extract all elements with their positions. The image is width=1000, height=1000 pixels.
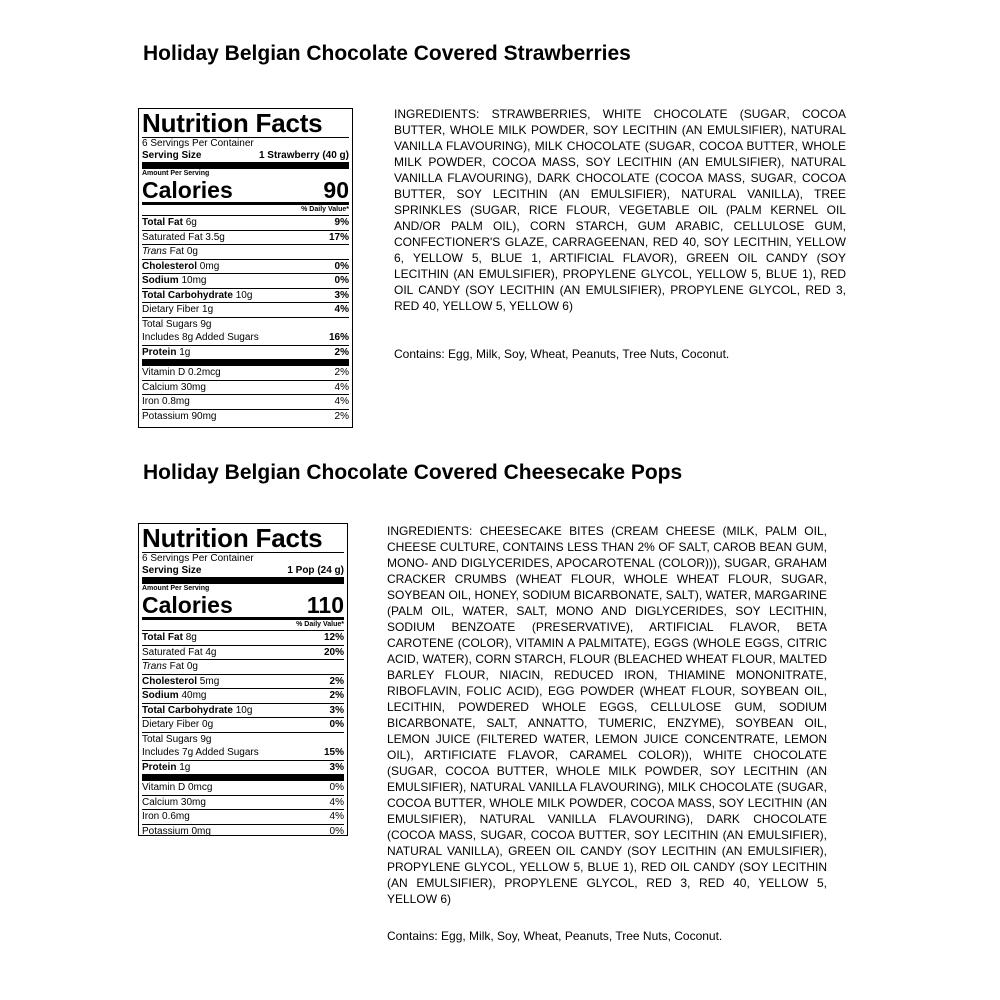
protein-pct: 3% — [329, 761, 344, 773]
carb-pct: 3% — [329, 704, 344, 716]
nutrient-row — [142, 660, 344, 675]
nutrient-row — [142, 646, 344, 661]
cholesterol-amount: 5mg — [199, 675, 220, 687]
nutrient-row — [142, 303, 349, 318]
cholesterol-label: Cholesterol — [142, 260, 198, 272]
fiber-pct: 0% — [329, 719, 344, 731]
calcium: Calcium 30mg — [142, 381, 206, 393]
sodium-amount: 40mg — [181, 690, 207, 702]
carb-label: Total Carbohydrate — [142, 289, 233, 301]
amount-per-serving: Amount Per Serving — [142, 170, 210, 177]
trans-fat-label: Trans — [142, 246, 167, 258]
sodium-pct: 2% — [329, 690, 344, 702]
sat-fat-label: Saturated Fat 4g — [142, 646, 217, 658]
added-sugars-pct: 15% — [323, 747, 344, 759]
potassium: Potassium 0mg — [142, 825, 211, 837]
cholesterol-label: Cholesterol — [142, 675, 198, 687]
nutrient-row — [142, 245, 349, 260]
protein-label: Protein — [142, 346, 177, 358]
iron-pct: 4% — [329, 811, 344, 823]
serving-size-row — [142, 150, 349, 170]
vitamin-row — [142, 366, 349, 381]
potassium-pct: 0% — [329, 825, 344, 837]
nutrient-row — [142, 761, 344, 782]
nutrient-row — [142, 689, 344, 704]
vitamin-row — [142, 825, 344, 839]
calories-row — [142, 178, 349, 205]
protein-label: Protein — [142, 761, 177, 773]
amount-per-serving: Amount Per Serving — [142, 585, 210, 592]
fiber-pct: 4% — [334, 304, 349, 316]
serving-size-label: Serving Size — [142, 564, 202, 576]
calories-value: 90 — [323, 177, 349, 204]
vitamin-row — [142, 381, 349, 396]
carb-amount: 10g — [235, 704, 253, 716]
ingredients-text: INGREDIENTS: STRAWBERRIES, WHITE CHOCOLATE (SUGAR, COCOA BUTTER, WHOLE MILK POWDER, SOY LECITHIN (AN EMULSIFIER), NATURAL VANILLA FLAVOURING), MILK CHOCOLATE (SUGAR, COCOA BUTTER, WHOLE MILK POWDER, COCOA MASS, SOY LECITHIN (AN EMULSIFIER), NATURAL VANILLA FLAVOURING), DARK CHOCOLATE (COCOA MASS, SUGAR, COCOA BUTTER, SOY LECITHIN (AN EMULSIFIER), NATURAL VANILLA), TREE SPRINKLES (SUGAR, RICE FLOUR, VEGETABLE OIL (PALM KERNEL OIL AND/OR PALM OIL), CORN STARCH, GUM ARABIC, CELLULOSE GUM, CONFECTIONER'S GLAZE, CARRAGEENAN, RED 40, SOY LECITHIN, YELLOW 6, YELLOW 5, BLUE 1, ARTIFICIAL FLAVOR), GREEN OIL CANDY (SOY LECITHIN (AN EMULSIFIER), PROPYLENE GLYCOL, YELLOW 5, BLUE 1), RED OIL CANDY (SOY LECITHIN (AN EMULSIFIER), PROPYLENE GLYCOL, RED 3, RED 40, YELLOW 5, YELLOW 6) — [394, 107, 846, 313]
trans-fat-amount: Fat 0g — [169, 661, 198, 673]
calcium: Calcium 30mg — [142, 796, 206, 808]
serving-size-row — [142, 565, 344, 585]
nutrient-row — [142, 274, 349, 289]
nutrition-facts-panel — [138, 108, 353, 428]
sugars-label: Total Sugars 9g — [142, 733, 212, 745]
nutrient-row — [142, 675, 344, 690]
total-fat-label: Total Fat — [142, 217, 183, 229]
nutrient-row — [142, 216, 349, 231]
fiber-label: Dietary Fiber 0g — [142, 719, 214, 731]
vitamin-row — [142, 810, 344, 825]
nutrient-row — [142, 331, 349, 346]
protein-amount: 1g — [179, 346, 191, 358]
nutrient-row — [142, 346, 349, 367]
total-fat-label: Total Fat — [142, 632, 183, 644]
ingredients-text: INGREDIENTS: CHEESECAKE BITES (CREAM CHEESE (MILK, PALM OIL, CHEESE CULTURE, CONTAINS LESS THAN 2% OF SALT, CAROB BEAN GUM, MONO- AND DIGLYCERIDES, APOCAROTENAL (COLOR))), SUGAR, GRAHAM CRACKER CRUMBS (WHEAT FLOUR, WHOLE WHEAT FLOUR, SUGAR, SOYBEAN OIL, HONEY, SODIUM BICARBONATE, SALT), WATER, MARGARINE (PALM OIL, WATER, SALT, MONO AND DIGLYCERIDES, SOY LECITHIN, SODIUM BENZOATE (PRESERVATIVE), ARTIFICIAL FLAVOR, BETA CAROTENE (COLOR), VITAMIN A PALMITATE), EGGS (WHOLE EGGS, CITRIC ACID, WATER), CORN STARCH, FLOUR (BLEACHED WHEAT FLOUR, MALTED BARLEY FLOUR, NIACIN, REDUCED IRON, THIAMINE MONONITRATE, RIBOFLAVIN, FOLIC ACID), EGG POWDER (WHEAT FLOUR, SOYBEAN OIL, LECITHIN, POWDERED WHOLE EGGS, CELLULOSE GUM, SODIUM BICARBONATE, SALT, ANNATTO, TUMERIC, ENZYME), SOYBEAN OIL, LEMON JUICE (FILTERED WATER, LEMON JUICE CONCENTRATE, LEMON OIL), ARTIFICIATE FLAVOR, CARAMEL COLOR)), WHITE CHOCOLATE (SUGAR, COCOA BUTTER, WHOLE MILK POWDER, SOY LECITHIN (AN EMULSIFIER), NATURAL VANILLA FLAVOURING), MILK CHOCOLATE (SUGAR, COCOA BUTTER, WHOLE MILK POWDER, COCOA MASS, SOY LECITHIN (AN EMULSIFIER), NATURAL VANILLA FLAVOURING), DARK CHOCOLATE (COCOA MASS, SUGAR, COCOA BUTTER, SOY LECITHIN (AN EMULSIFIER), NATURAL VANILLA), GREEN OIL CANDY (SOY LECITHIN (AN EMULSIFIER), PROPYLENE GLYCOL, YELLOW 5, BLUE 1), RED OIL CANDY (SOY LECITHIN (AN EMULSIFIER), PROPYLENE GLYCOL, RED 3, RED 40, YELLOW 5, YELLOW 6) — [387, 524, 827, 906]
iron: Iron 0.8mg — [142, 396, 190, 408]
cholesterol-pct: 2% — [329, 675, 344, 687]
sat-fat-pct: 17% — [328, 231, 349, 243]
calcium-pct: 4% — [334, 381, 349, 393]
sodium-pct: 0% — [334, 275, 349, 287]
nutrition-facts-heading: Nutrition Facts — [142, 525, 344, 553]
added-sugars-label: Includes 7g Added Sugars — [142, 747, 259, 759]
vitamin-d: Vitamin D 0.2mcg — [142, 367, 221, 379]
vitamin-row — [142, 781, 344, 796]
vitamin-row — [142, 395, 349, 410]
fiber-label: Dietary Fiber 1g — [142, 304, 214, 316]
sat-fat-label: Saturated Fat 3.5g — [142, 231, 225, 243]
potassium-pct: 2% — [334, 410, 349, 422]
calcium-pct: 4% — [329, 796, 344, 808]
nutrition-facts-heading: Nutrition Facts — [142, 110, 349, 138]
carb-pct: 3% — [334, 289, 349, 301]
nutrient-row — [142, 231, 349, 246]
calories-label: Calories — [142, 177, 233, 204]
serving-size-value: 1 Strawberry (40 g) — [258, 149, 349, 161]
sugars-label: Total Sugars 9g — [142, 318, 212, 330]
nutrient-row — [142, 704, 344, 719]
vitamin-d-pct: 2% — [334, 367, 349, 379]
calories-row — [142, 593, 344, 620]
product-title: Holiday Belgian Chocolate Covered Cheesecake Pops — [143, 461, 683, 484]
servings-per-container: 6 Servings Per Container — [142, 553, 254, 564]
protein-amount: 1g — [179, 761, 191, 773]
nutrient-row — [142, 746, 344, 761]
cholesterol-pct: 0% — [334, 260, 349, 272]
carb-label: Total Carbohydrate — [142, 704, 233, 716]
total-fat-amount: 8g — [185, 632, 197, 644]
daily-value-header: % Daily Value* — [142, 205, 349, 216]
servings-per-container: 6 Servings Per Container — [142, 138, 254, 149]
sodium-label: Sodium — [142, 690, 179, 702]
trans-fat-label: Trans — [142, 661, 167, 673]
serving-size-label: Serving Size — [142, 149, 202, 161]
daily-value-header: % Daily Value* — [142, 620, 344, 631]
nutrient-row — [142, 260, 349, 275]
added-sugars-label: Includes 8g Added Sugars — [142, 332, 259, 344]
total-fat-pct: 12% — [323, 632, 344, 644]
cholesterol-amount: 0mg — [199, 260, 220, 272]
carb-amount: 10g — [235, 289, 253, 301]
nutrient-row — [142, 318, 349, 332]
iron-pct: 4% — [334, 396, 349, 408]
protein-pct: 2% — [334, 346, 349, 358]
serving-size-value: 1 Pop (24 g) — [287, 564, 344, 576]
trans-fat-amount: Fat 0g — [169, 246, 198, 258]
nutrition-facts-panel — [138, 523, 348, 836]
nutrient-row — [142, 631, 344, 646]
sat-fat-pct: 20% — [323, 646, 344, 658]
calories-label: Calories — [142, 592, 233, 619]
vitamin-row — [142, 410, 349, 424]
added-sugars-pct: 16% — [328, 332, 349, 344]
vitamin-d-pct: 0% — [329, 782, 344, 794]
product-title: Holiday Belgian Chocolate Covered Strawberries — [143, 42, 631, 65]
sodium-amount: 10mg — [181, 275, 207, 287]
potassium: Potassium 90mg — [142, 410, 217, 422]
allergen-statement: Contains: Egg, Milk, Soy, Wheat, Peanuts, Tree Nuts, Coconut. — [387, 929, 723, 943]
sodium-label: Sodium — [142, 275, 179, 287]
calories-value: 110 — [306, 592, 344, 619]
vitamin-row — [142, 796, 344, 811]
nutrient-row — [142, 718, 344, 733]
total-fat-pct: 9% — [334, 217, 349, 229]
iron: Iron 0.6mg — [142, 811, 190, 823]
nutrient-row — [142, 733, 344, 747]
vitamin-d: Vitamin D 0mcg — [142, 782, 213, 794]
allergen-statement: Contains: Egg, Milk, Soy, Wheat, Peanuts, Tree Nuts, Coconut. — [394, 347, 730, 361]
total-fat-amount: 6g — [185, 217, 197, 229]
nutrient-row — [142, 289, 349, 304]
